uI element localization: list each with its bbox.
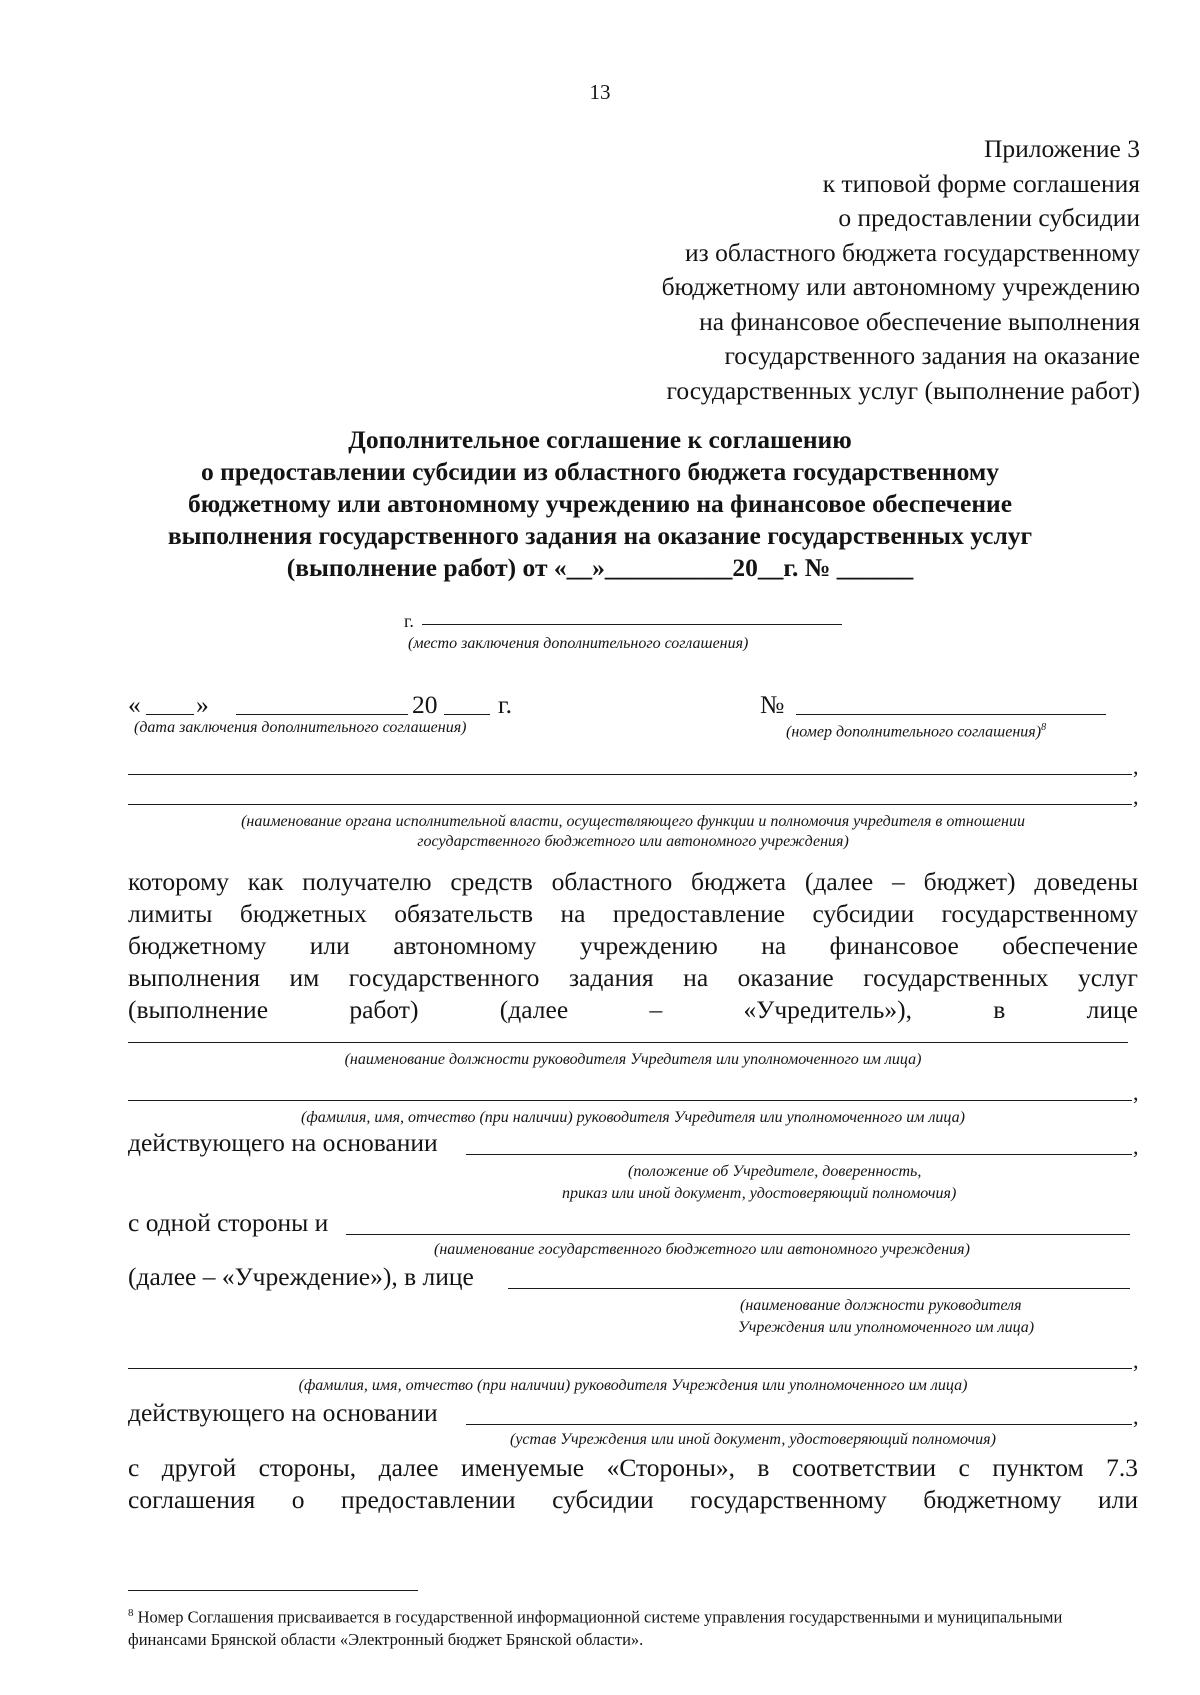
- comma: ,: [1133, 1134, 1139, 1159]
- appendix-line: из областного бюджета государственному: [685, 237, 1140, 267]
- page-number: 13: [589, 80, 611, 104]
- institution-label: (далее – «Учреждение»), в лице: [128, 1262, 474, 1291]
- appendix-heading: [440, 132, 1140, 408]
- number-sign: №: [760, 690, 785, 719]
- appendix-line: государственных услуг (выполнение работ): [666, 375, 1140, 405]
- comma: ,: [1133, 754, 1139, 779]
- organ-caption-line: (наименование органа исполнительной власти, осуществляющего функции и полномочия учредителя в отношении: [241, 813, 1025, 830]
- acting-basis-label: действующего на основании: [128, 1398, 438, 1427]
- title-line: о предоставлении субсидии из областного бюджета государственному: [201, 457, 999, 486]
- body-line: (выполнение работ) (далее – «Учредитель»), в лице: [128, 995, 1138, 1024]
- institution-name-field[interactable]: [346, 1234, 1130, 1235]
- agreement-number-field[interactable]: [796, 714, 1106, 715]
- appendix-line: на финансовое обеспечение выполнения: [699, 306, 1140, 336]
- number-caption: (номер дополнительного соглашения)$^8$: [786, 722, 1047, 741]
- one-side-label: с одной стороны и: [128, 1208, 329, 1237]
- date-open-quote: «: [128, 690, 141, 719]
- footnote-text: Номер Соглашения присваивается в государственной информационной системе управления государственными и муниципальными финансами Брянской области «Электронный бюджет Брянской области».: [128, 1607, 1063, 1649]
- appendix-line: о предоставлении субсидии: [838, 203, 1140, 232]
- date-month-field[interactable]: [236, 714, 408, 715]
- organ-caption-line: государственного бюджетного или автономного учреждения): [417, 833, 849, 850]
- date-day-field[interactable]: [146, 714, 194, 715]
- comma: ,: [1133, 784, 1139, 809]
- title-line: бюджетному или автономному учреждению на финансовое обеспечение: [187, 489, 1013, 518]
- place-prefix: г.: [404, 611, 414, 631]
- place-field[interactable]: [422, 624, 842, 625]
- body-line: которому как получателю средств областного бюджета (далее – бюджет) доведены: [128, 867, 1138, 896]
- footnote-ref: 8: [1041, 722, 1047, 733]
- comma: ,: [1133, 1080, 1139, 1105]
- founder-basis-caption: (положение об Учредителе, доверенность,: [628, 1163, 922, 1180]
- founder-position-field[interactable]: [128, 1042, 1128, 1043]
- body-line: выполнения им государственного задания на оказание государственных услуг: [128, 963, 1138, 992]
- final-paragraph: [128, 1452, 1138, 1516]
- institution-fio-caption: (фамилия, имя, отчество (при наличии) руководителя Учреждения или уполномоченного им лица): [298, 1377, 968, 1394]
- founder-fio-field[interactable]: [128, 1100, 1132, 1101]
- institution-fio-field[interactable]: [128, 1368, 1132, 1369]
- founder-position-caption: (наименование должности руководителя Учредителя или уполномоченного им лица): [344, 1051, 922, 1068]
- date-caption: (дата заключения дополнительного соглашения): [134, 719, 467, 736]
- organ-name-field-1[interactable]: [128, 774, 1132, 775]
- founder-basis-caption: приказ или иной документ, удостоверяющий полномочия): [562, 1185, 957, 1202]
- final-line: соглашения о предоставлении субсидии государственному бюджетному или: [128, 1485, 1138, 1514]
- institution-position-field[interactable]: [508, 1288, 1130, 1289]
- institution-position-caption: Учреждения или уполномоченного им лица): [738, 1319, 1035, 1336]
- institution-basis-caption: (устав Учреждения или иной документ, удостоверяющий полномочия): [510, 1431, 996, 1448]
- place-caption: (место заключения дополнительного соглашения): [408, 635, 749, 652]
- appendix-line: Приложение 3: [984, 134, 1140, 163]
- title-line: Дополнительное соглашение к соглашению: [348, 425, 852, 454]
- final-line: с другой стороны, далее именуемые «Стороны», в соответствии с пунктом 7.3: [128, 1453, 1138, 1482]
- body-paragraph: [128, 866, 1138, 1026]
- body-line: лимиты бюджетных обязательств на предоставление субсидии государственному: [128, 899, 1138, 928]
- footnote-separator: [128, 1590, 418, 1591]
- date-year-suffix: г.: [498, 690, 512, 719]
- founder-fio-caption: (фамилия, имя, отчество (при наличии) руководителя Учредителя или уполномоченного им лица): [301, 1109, 965, 1126]
- comma: ,: [1133, 1348, 1139, 1373]
- date-year-field[interactable]: [444, 714, 490, 715]
- appendix-line: государственного задания на оказание: [724, 341, 1140, 370]
- date-year-prefix: 20: [412, 690, 438, 719]
- acting-basis-label: действующего на основании: [128, 1128, 438, 1157]
- comma: ,: [1133, 1404, 1139, 1429]
- institution-position-caption: (наименование должности руководителя: [740, 1297, 1022, 1314]
- title-line: выполнения государственного задания на оказание государственных услуг: [167, 521, 1033, 550]
- body-line: бюджетному или автономному учреждению на финансовое обеспечение: [128, 931, 1138, 960]
- institution-name-caption: (наименование государственного бюджетного или автономного учреждения): [434, 1241, 970, 1258]
- institution-basis-field[interactable]: [466, 1424, 1132, 1425]
- founder-basis-field[interactable]: [466, 1154, 1132, 1155]
- footnote-mark: 8: [128, 1607, 134, 1619]
- organ-name-field-2[interactable]: [128, 804, 1132, 805]
- footnote: [128, 1602, 1138, 1651]
- title-line: (выполнение работ) от «__»__________20__г. № ______: [286, 553, 914, 582]
- appendix-line: к типовой форме соглашения: [822, 168, 1140, 198]
- appendix-line: бюджетному или автономному учреждению: [661, 272, 1140, 301]
- document-title: [80, 424, 1120, 584]
- date-close-quote: »: [196, 690, 209, 719]
